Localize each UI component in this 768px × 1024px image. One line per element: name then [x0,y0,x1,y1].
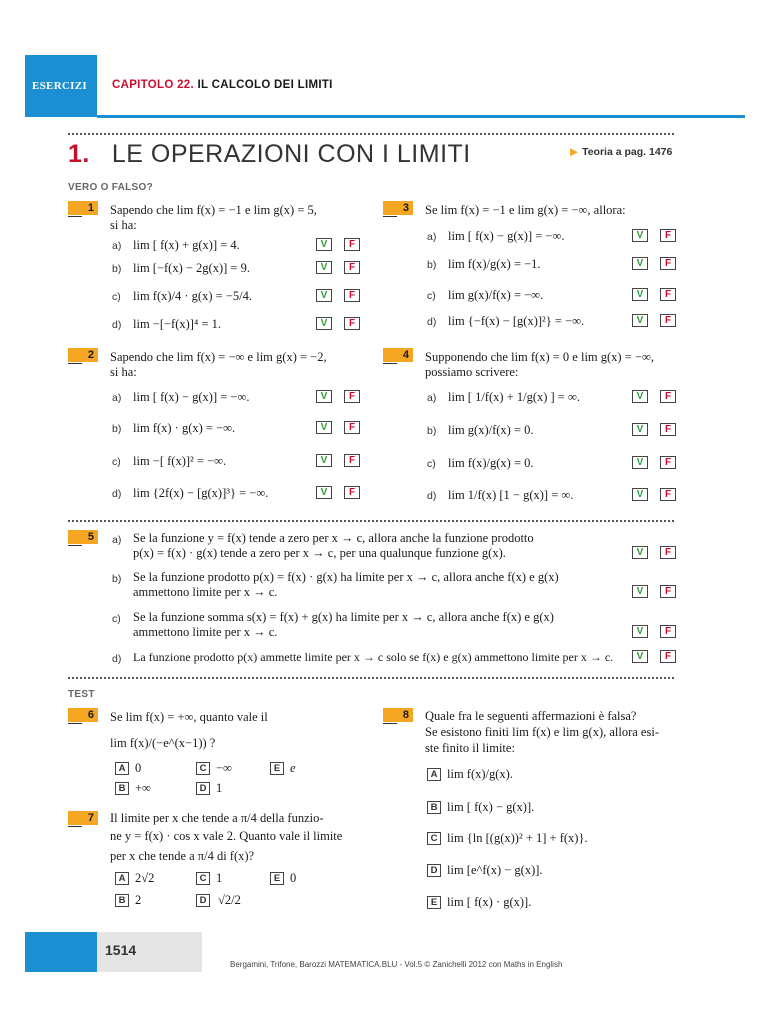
option-text: 0 [135,761,142,775]
false-box[interactable]: F [660,288,676,301]
section-tab-label: ESERCIZI [32,80,87,92]
false-box[interactable]: F [660,488,676,501]
false-box[interactable]: F [660,650,676,663]
true-box[interactable]: V [632,488,648,501]
false-box[interactable]: F [660,257,676,270]
footer-credit: Bergamini, Trifone, Barozzi MATEMATICA.BLU - Vol.5 © Zanichelli 2012 con Maths in English [230,960,563,969]
option-b[interactable]: B [115,894,129,907]
true-box[interactable]: V [316,261,332,274]
triangle-icon: ▶ [570,146,579,158]
divider [68,677,674,679]
page-number: 1514 [105,942,137,958]
exercise-number: 3 [383,201,413,215]
item-letter: c) [112,291,121,303]
option-text: 1 [216,781,223,795]
option-text: √2/2 [218,893,241,907]
item-text: lim [ f(x) − g(x)] = −∞. [448,229,565,243]
item-text: Se la funzione prodotto p(x) = f(x) · g(x) ha limite per x → c, allora anche f(x) e g(x) [133,570,559,584]
false-box[interactable]: F [660,314,676,327]
exercise-number: 7 [68,811,98,825]
false-box[interactable]: F [660,585,676,598]
exercise-underline [68,545,82,546]
true-box[interactable]: V [316,289,332,302]
exercise-number: 1 [68,201,98,215]
item-text: lim [ f(x) + g(x)] = 4. [133,238,240,252]
true-box[interactable]: V [316,486,332,499]
true-box[interactable]: V [316,317,332,330]
false-box[interactable]: F [344,238,360,251]
chapter-number: CAPITOLO 22. [112,79,194,91]
ex2-intro: Sapendo che lim f(x) = −∞ e lim g(x) = −2, [110,350,327,364]
option-text: lim [ f(x) − g(x)]. [447,800,535,814]
ex8-line1: Quale fra le seguenti affermazioni è falsa? [425,709,637,723]
chapter-title: IL CALCOLO DEI LIMITI [197,79,333,91]
divider [68,133,674,135]
section-title-text: LE OPERAZIONI CON I LIMITI [111,140,471,168]
item-text: lim [ 1/f(x) + 1/g(x) ] = ∞. [448,390,581,404]
item-letter: a) [112,240,122,252]
false-box[interactable]: F [660,625,676,638]
item-letter: a) [112,534,122,546]
exercise-number: 8 [383,708,413,722]
item-letter: c) [427,290,436,302]
option-d[interactable]: D [196,894,210,907]
exercise-number: 2 [68,348,98,362]
item-letter: b) [427,259,437,271]
item-text-cont: ammettono limite per x → c. [133,585,278,599]
item-text: lim −[ f(x)]² = −∞. [133,454,227,468]
item-text: lim f(x)/g(x) = −1. [448,257,541,271]
divider [68,520,674,522]
ex2-intro2: si ha: [110,365,137,379]
item-letter: a) [427,392,437,404]
item-letter: a) [112,392,122,404]
page-number-box [97,932,202,972]
option-a[interactable]: A [427,768,441,781]
ex1-intro: Sapendo che lim f(x) = −1 e lim g(x) = 5, [110,203,317,217]
item-text: Se la funzione somma s(x) = f(x) + g(x) ha limite per x → c, allora anche f(x) e g(x) [133,610,554,624]
item-text-cont: p(x) = f(x) · g(x) tende a zero per x → c, per una qualunque funzione g(x). [133,546,506,560]
exercise-underline [383,723,397,724]
true-box[interactable]: V [632,257,648,270]
ex4-intro2: possiamo scrivere: [425,365,519,379]
item-text: lim 1/f(x) [1 − g(x)] = ∞. [448,488,574,502]
option-e[interactable]: E [270,872,284,885]
false-box[interactable]: F [344,261,360,274]
false-box[interactable]: F [660,229,676,242]
false-box[interactable]: F [344,317,360,330]
ex4-intro: Supponendo che lim f(x) = 0 e lim g(x) = −∞, [425,350,654,364]
ex6-intro2: lim f(x)/(−e^(x−1)) ? [110,736,216,750]
option-a[interactable]: A [115,872,129,885]
option-text: −∞ [216,761,232,775]
item-letter: b) [112,573,122,585]
option-e[interactable]: E [270,762,284,775]
false-box[interactable]: F [660,456,676,469]
option-e[interactable]: E [427,896,441,909]
false-box[interactable]: F [660,546,676,559]
true-box[interactable]: V [632,423,648,436]
ex6-intro: Se lim f(x) = +∞, quanto vale il [110,710,268,724]
item-letter: d) [427,316,437,328]
item-letter: c) [112,456,121,468]
header-rule [97,115,745,118]
footer-accent [25,932,97,972]
category-true-false: VERO O FALSO? [68,182,154,193]
item-letter: b) [112,423,122,435]
false-box[interactable]: F [344,454,360,467]
true-box[interactable]: V [632,546,648,559]
exercise-underline [68,363,82,364]
option-text: +∞ [135,781,151,795]
option-text: 0 [290,871,297,885]
ex7-line1: Il limite per x che tende a π/4 della funzio- [110,811,324,825]
section-tab [25,55,97,117]
false-box[interactable]: F [660,423,676,436]
item-text: lim −[−f(x)]⁴ = 1. [133,317,221,331]
exercise-underline [383,216,397,217]
item-text-cont: ammettono limite per x → c. [133,625,278,639]
item-text: lim {2f(x) − [g(x)]³} = −∞. [133,486,269,500]
option-c[interactable]: C [196,872,210,885]
exercise-number: 4 [383,348,413,362]
theory-ref-text: Teoria a pag. 1476 [582,146,673,158]
item-text: lim g(x)/f(x) = 0. [448,423,534,437]
true-box[interactable]: V [316,421,332,434]
option-b[interactable]: B [115,782,129,795]
option-text: 2√2 [135,871,155,885]
item-text: lim [ f(x) − g(x)] = −∞. [133,390,250,404]
item-text: lim g(x)/f(x) = −∞. [448,288,544,302]
false-box[interactable]: F [344,421,360,434]
item-letter: a) [427,231,437,243]
true-box[interactable]: V [632,456,648,469]
category-test: TEST [68,689,95,700]
option-text: e [290,761,296,775]
chapter-heading [112,79,333,91]
ex8-line3: ste finito il limite: [425,741,515,755]
item-text: lim f(x)/4 · g(x) = −5/4. [133,289,252,303]
option-text: lim [e^f(x) − g(x)]. [447,863,543,877]
true-box[interactable]: V [632,314,648,327]
theory-reference[interactable] [570,146,672,158]
true-box[interactable]: V [316,454,332,467]
item-letter: c) [427,458,436,470]
ex7-line3: per x che tende a π/4 di f(x)? [110,849,255,863]
exercise-number: 5 [68,530,98,544]
item-text: lim f(x)/g(x) = 0. [448,456,534,470]
option-c[interactable]: C [427,832,441,845]
false-box[interactable]: F [344,486,360,499]
exercise-underline [68,826,82,827]
true-box[interactable]: V [632,650,648,663]
true-box[interactable]: V [632,229,648,242]
true-box[interactable]: V [632,288,648,301]
ex3-intro: Se lim f(x) = −1 e lim g(x) = −∞, allora: [425,203,626,217]
option-c[interactable]: C [196,762,210,775]
exercise-number: 6 [68,708,98,722]
ex1-intro2: si ha: [110,218,137,232]
true-box[interactable]: V [632,390,648,403]
item-text: La funzione prodotto p(x) ammette limite per x → c solo se f(x) e g(x) ammettono limite per x → c. [133,650,614,664]
option-text: lim [ f(x) · g(x)]. [447,895,532,909]
ex7-line2: ne y = f(x) · cos x vale 2. Quanto vale il limite [110,829,343,843]
item-letter: d) [112,488,122,500]
ex8-line2: Se esistono finiti lim f(x) e lim g(x), allora esi- [425,725,659,739]
item-letter: b) [427,425,437,437]
exercise-underline [68,216,82,217]
item-letter: d) [112,319,122,331]
item-letter: b) [112,263,122,275]
false-box[interactable]: F [344,289,360,302]
true-box[interactable]: V [316,390,332,403]
item-text: lim {−f(x) − [g(x)]²} = −∞. [448,314,585,328]
option-text: lim {ln [(g(x))² + 1] + f(x)}. [447,831,588,845]
item-text: Se la funzione y = f(x) tende a zero per x → c, allora anche la funzione prodotto [133,531,534,545]
item-text: lim [−f(x) − 2g(x)] = 9. [133,261,250,275]
exercise-underline [68,723,82,724]
exercise-underline [383,363,397,364]
item-text: lim f(x) · g(x) = −∞. [133,421,236,435]
false-box[interactable]: F [660,390,676,403]
true-box[interactable]: V [316,238,332,251]
option-d[interactable]: D [196,782,210,795]
item-letter: c) [112,613,121,625]
true-box[interactable]: V [632,625,648,638]
item-letter: d) [112,653,122,665]
false-box[interactable]: F [344,390,360,403]
section-number: 1. [68,140,90,168]
item-letter: d) [427,490,437,502]
option-d[interactable]: D [427,864,441,877]
option-text: lim f(x)/g(x). [447,767,513,781]
option-text: 2 [135,893,142,907]
section-title [68,140,471,169]
option-a[interactable]: A [115,762,129,775]
option-text: 1 [216,871,223,885]
true-box[interactable]: V [632,585,648,598]
option-b[interactable]: B [427,801,441,814]
